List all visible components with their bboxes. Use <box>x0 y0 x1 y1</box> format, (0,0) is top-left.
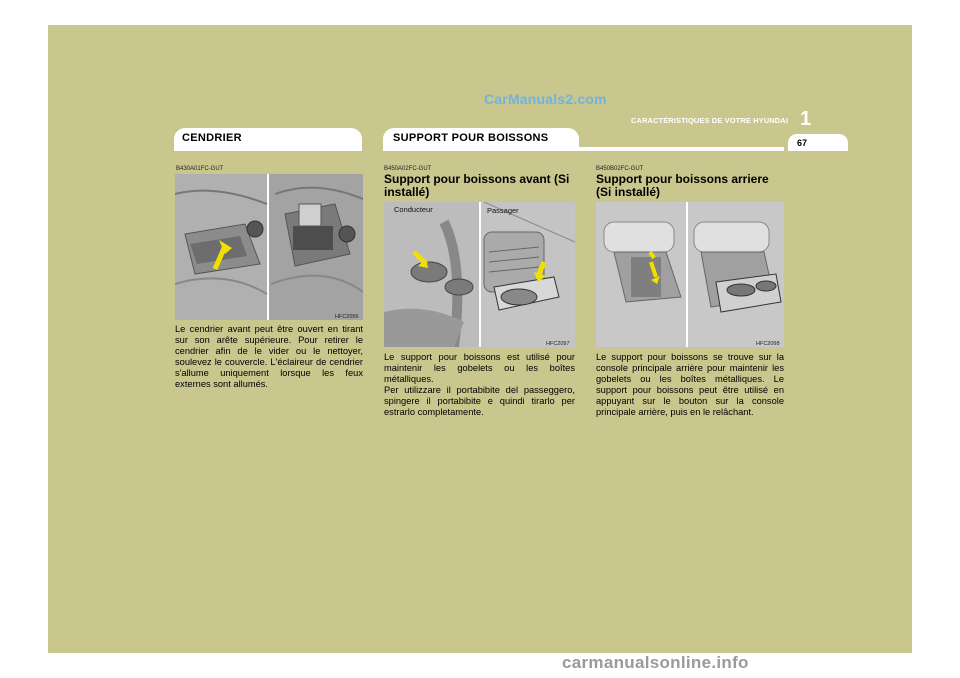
label-passager: Passager <box>487 206 519 215</box>
chapter-title: CARACTÉRISTIQUES DE VOTRE HYUNDAI <box>630 116 788 125</box>
paragraph-front-2: Per utilizzare il portabibite del passeggero, spingere il portabibite e quindi tirarlo per estrarlo completamente. <box>384 385 575 417</box>
label-conducteur: Conducteur <box>394 205 433 214</box>
watermark-top[interactable]: CarManuals2.com <box>484 91 607 107</box>
body-text-rear <box>596 352 784 418</box>
figure-code-col3: HFC2098 <box>756 341 780 347</box>
code-col3: B450B02FC-GUT <box>596 166 644 172</box>
front-cupholder-photo <box>384 202 575 347</box>
paragraph-rear: Le support pour boissons se trouve sur la console principale arrière pour maintenir les gobelets ou les boîtes métalliques. Le support pour boissons peut être utilisé en appuyant sur le bouton sur la console principale arrière, puis en le relâchant. <box>596 352 784 417</box>
code-col1: B430A01FC-GUT <box>176 166 224 172</box>
body-text-cendrier <box>175 324 363 390</box>
subheading-rear: Support pour boissons arriere (Si installé) <box>596 172 769 199</box>
subheading-front: Support pour boissons avant (Si installé) <box>384 172 570 199</box>
chapter-number: 1 <box>800 108 812 130</box>
figure-code-col2: HFC2097 <box>546 341 570 347</box>
rear-cupholder-photo <box>596 202 784 347</box>
paragraph-cendrier: Le cendrier avant peut être ouvert en tirant sur son arête supérieure. Pour retirer le cendrier afin de le vider ou le nettoyer, soulevez le couvercle. L'éclaireur de cendrier s'allume uniquement lorsque les feux externes sont allumés. <box>175 324 363 389</box>
paragraph-front-1: Le support pour boissons est utilisé pour maintenir les gobelets ou les boîtes métalliques. <box>384 352 575 384</box>
body-text-front <box>384 352 575 418</box>
front-cupholder-illustration <box>384 202 575 347</box>
section-title-support: SUPPORT POUR BOISSONS <box>393 132 549 144</box>
page-number: 67 <box>796 138 807 148</box>
watermark-bottom[interactable]: carmanualsonline.info <box>562 653 749 672</box>
ashtray-illustration <box>175 174 363 320</box>
figure-code-col1: HFC2056 <box>335 314 359 320</box>
section-title-cendrier: CENDRIER <box>182 132 242 144</box>
rear-cupholder-illustration <box>596 202 784 347</box>
ashtray-photo <box>175 174 363 320</box>
code-col2: B450A02FC-GUT <box>384 166 432 172</box>
